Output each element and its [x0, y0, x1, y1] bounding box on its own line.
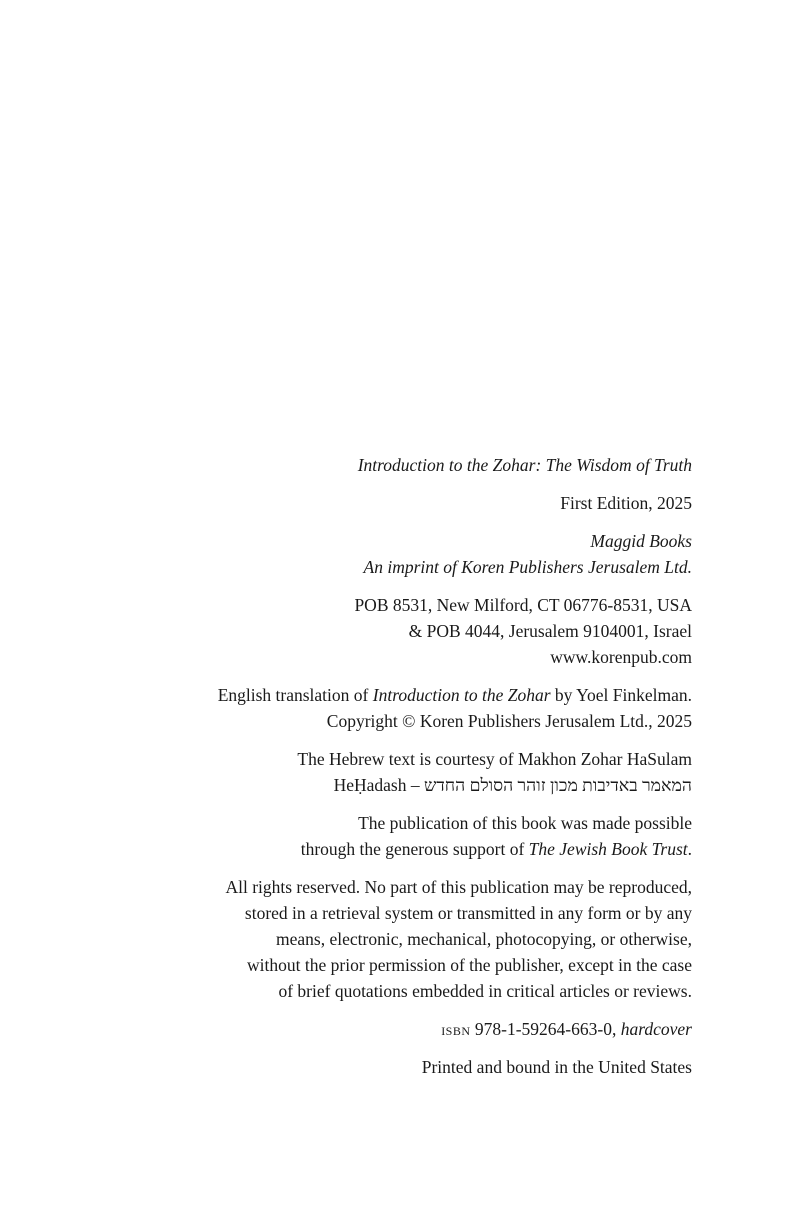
rights-line: without the prior permission of the publisher, except in the case [247, 955, 692, 975]
address-line-2: & POB 4044, Jerusalem 9104001, Israel [408, 621, 692, 641]
isbn-number: 978-1-59264-663-0, [470, 1019, 621, 1039]
rights-line: stored in a retrieval system or transmitted in any form or by any [244, 903, 692, 923]
book-title-block [132, 452, 692, 478]
website: www.korenpub.com [550, 647, 692, 667]
translation-work: Introduction to the Zohar [372, 685, 551, 705]
support-line-1: The publication of this book was made possible [358, 813, 692, 833]
support-line-2 [132, 836, 692, 862]
publisher-name: Maggid Books [590, 531, 692, 551]
hebrew-credit-block [132, 746, 692, 798]
address-block [132, 592, 692, 670]
hebrew-credit-separator: – [406, 775, 424, 795]
translation-block [132, 682, 692, 734]
copyright-line: Copyright © Koren Publishers Jerusalem Ltd., 2025 [326, 711, 692, 731]
isbn-block [132, 1016, 692, 1042]
isbn-line [132, 1016, 692, 1042]
publisher-block [132, 528, 692, 580]
isbn-label: isbn [441, 1019, 471, 1039]
copyright-page [132, 452, 692, 1092]
edition-block [132, 490, 692, 516]
printed-block [132, 1054, 692, 1080]
publisher-imprint: An imprint of Koren Publishers Jerusalem Ltd. [363, 557, 692, 577]
support-trust: The Jewish Book Trust [528, 839, 688, 859]
rights-line: All rights reserved. No part of this publication may be reproduced, [225, 877, 692, 897]
translation-line [132, 682, 692, 708]
support-block [132, 810, 692, 862]
printed-line: Printed and bound in the United States [421, 1057, 692, 1077]
support-suffix: . [687, 839, 692, 859]
rights-block [132, 874, 692, 1004]
edition: First Edition, 2025 [560, 493, 692, 513]
rights-line: of brief quotations embedded in critical articles or reviews. [278, 981, 692, 1001]
hebrew-credit-text: המאמר באדיבות מכון זוהר הסולם החדש [423, 775, 692, 795]
hebrew-credit-tail: HeḤadash [333, 775, 407, 795]
translation-suffix: by Yoel Finkelman. [550, 685, 692, 705]
hebrew-credit-line-1: The Hebrew text is courtesy of Makhon Zohar HaSulam [297, 749, 692, 769]
translation-prefix: English translation of [217, 685, 373, 705]
address-line-1: POB 8531, New Milford, CT 06776-8531, USA [354, 595, 692, 615]
book-title: Introduction to the Zohar: The Wisdom of Truth [357, 455, 692, 475]
rights-line: means, electronic, mechanical, photocopying, or otherwise, [276, 929, 692, 949]
support-prefix: through the generous support of [300, 839, 529, 859]
isbn-format: hardcover [620, 1019, 692, 1039]
hebrew-credit-line-2 [132, 772, 692, 798]
